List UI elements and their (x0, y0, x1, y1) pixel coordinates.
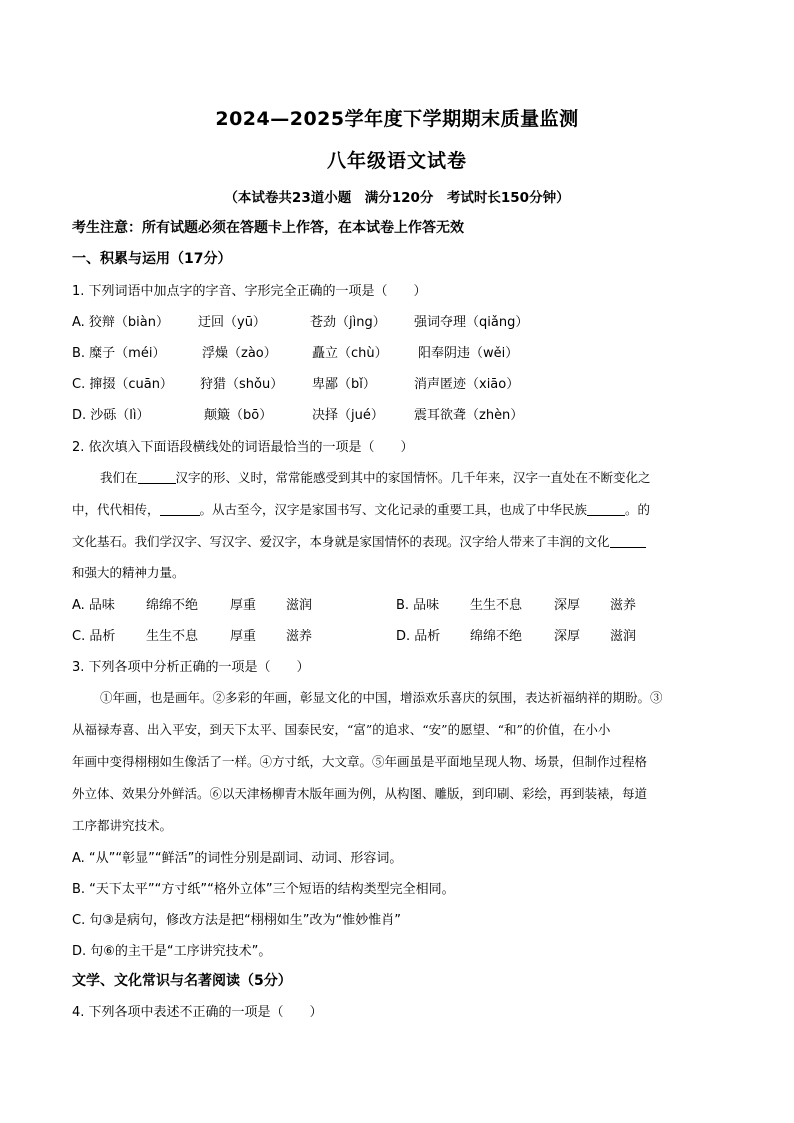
option-word: 颠簸（bō） (204, 408, 273, 423)
option-word: 狩猎（shǒu） (200, 377, 284, 392)
exam-title: 2024—2025学年度下学期期末质量监测 (215, 108, 579, 130)
option-word: 滋养 (286, 629, 313, 644)
option-word: 迂回（yū） (198, 315, 266, 330)
question-4-stem: 4. 下列各项中表述不正确的一项是（ ） (72, 1005, 323, 1020)
question-3-stem: 3. 下列各项中分析正确的一项是（ ） (72, 660, 310, 675)
option-word: 决择（jué） (312, 408, 384, 423)
question-3-passage-line-1: ①年画，也是画年。②多彩的年画，彰显文化的中国，增添欢乐喜庆的氛围，表达祈福纳祥的期盼。③ (100, 690, 663, 705)
blank-line (587, 501, 625, 516)
exam-notice: 考生注意：所有试题必须在答题卡上作答，在本试卷上作答无效 (72, 220, 464, 236)
question-2-passage-line-4: 和强大的精神力量。 (72, 565, 185, 580)
option-word: D. 沙砾（lì） (72, 408, 150, 423)
option-word: 深厚 (554, 598, 581, 613)
option-word: B. 糜子（méi） (72, 346, 166, 361)
question-2-passage-line-1: 我们在 汉字的形、义时，常常能感受到其中的家国情怀。几千年来，汉字一直处在不断变化之 (100, 470, 651, 485)
question-3-passage-line-2: 从福禄寿喜、出入平安，到天下太平、国泰民安，“富”的追求、“安”的愿望、“和”的价值，在小小 (72, 722, 611, 737)
question-1-stem: 1. 下列词语中加点字的字音、字形完全正确的一项是（ ） (72, 284, 427, 299)
question-2-stem: 2. 依次填入下面语段横线处的词语最恰当的一项是（ ） (72, 440, 414, 455)
blank-line (160, 501, 200, 516)
section-heading-1: 一、积累与运用（17分） (72, 251, 232, 267)
option-word: 绵绵不绝 (470, 629, 523, 644)
option-word: C. 品析 (72, 629, 116, 644)
option-word: 震耳欲聋（zhèn） (414, 408, 524, 423)
option-word: A. 狡辩（biàn） (72, 315, 169, 330)
option-word: 苍劲（jìng） (310, 315, 386, 330)
question-3-option-c: C. 句③是病句，修改方法是把“栩栩如生”改为“惟妙惟肖” (72, 913, 401, 928)
option-word: 滋养 (610, 598, 637, 613)
option-word: 厚重 (230, 598, 257, 613)
question-3-option-a: A. “从”“彰显”“鲜活”的词性分别是副词、动词、形容词。 (72, 851, 403, 866)
option-word: 矗立（chù） (312, 346, 388, 361)
option-word: 厚重 (230, 629, 257, 644)
section-heading-2: 文学、文化常识与名著阅读（5分） (72, 973, 292, 989)
question-2-passage-line-2: 中，代代相传， 。从古至今，汉字是家国书写、文化记录的重要工具，也成了中华民族 。的 (72, 502, 651, 517)
option-word: 浮燥（zào） (202, 346, 277, 361)
option-word: D. 品析 (396, 629, 441, 644)
option-word: 消声匿迹（xiāo） (414, 377, 520, 392)
blank-line (610, 533, 646, 548)
option-word: 卑鄙（bǐ） (312, 377, 376, 392)
question-3-passage-line-5: 工序都讲究技术。 (72, 818, 173, 833)
option-word: 滋润 (286, 598, 313, 613)
question-3-passage-line-3: 年画中变得栩栩如生像活了一样。④方寸纸，大文章。⑤年画虽是平面地呈现人物、场景，但制作过程格 (72, 754, 648, 769)
option-word: 绵绵不绝 (146, 598, 199, 613)
question-3-option-d: D. 句⑥的主干是“工序讲究技术”。 (72, 944, 272, 959)
option-word: 生生不息 (470, 598, 523, 613)
question-3-option-b: B. “天下太平”“方寸纸”“格外立体”三个短语的结构类型完全相同。 (72, 882, 455, 897)
option-word: 深厚 (554, 629, 581, 644)
exam-info: （本试卷共23道小题 满分120分 考试时长150分钟） (224, 190, 570, 206)
blank-line (138, 469, 176, 484)
exam-subtitle: 八年级语文试卷 (326, 150, 467, 172)
option-word: A. 品味 (72, 598, 115, 613)
option-word: C. 撺掇（cuān） (72, 377, 173, 392)
option-word: 滋润 (610, 629, 637, 644)
option-word: 强词夺理（qiǎng） (414, 315, 529, 330)
option-word: 生生不息 (146, 629, 199, 644)
option-word: 阳奉阴违（wěi） (418, 346, 519, 361)
option-word: B. 品味 (396, 598, 440, 613)
question-2-passage-line-3: 文化基石。我们学汉字、写汉字、爱汉字，本身就是家国情怀的表现。汉字给人带来了丰润的文化 (72, 532, 722, 550)
question-3-passage-line-4: 外立体、效果分外鲜活。⑥以天津杨柳青木版年画为例，从构图、雕版，到印刷、彩绘，再到装裱，每道 (72, 786, 648, 801)
